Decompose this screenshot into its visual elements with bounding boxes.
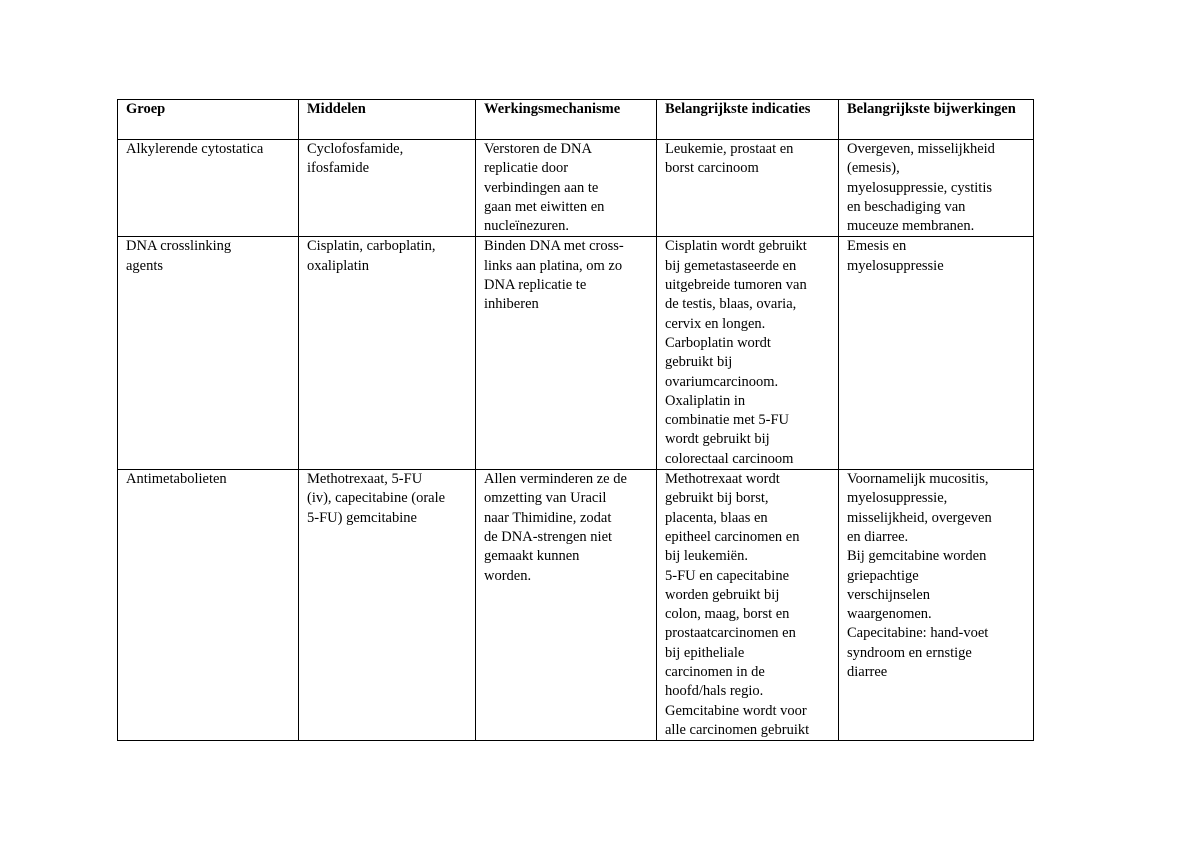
- header-indicaties: Belangrijkste indicaties: [657, 100, 839, 140]
- cytostatica-table: [117, 99, 1034, 741]
- table-row: [118, 470, 1034, 741]
- cell-middelen: Cyclofosfamide, ifosfamide: [299, 140, 476, 237]
- cell-werkingsmechanisme: Verstoren de DNA replicatie door verbindingen aan te gaan met eiwitten en nucleïnezuren.: [476, 140, 657, 237]
- cell-groep: Alkylerende cytostatica: [118, 140, 299, 237]
- cell-groep: DNA crosslinking agents: [118, 237, 299, 470]
- table-row: [118, 140, 1034, 237]
- cell-indicaties: Leukemie, prostaat en borst carcinoom: [657, 140, 839, 237]
- cell-middelen: Cisplatin, carboplatin, oxaliplatin: [299, 237, 476, 470]
- cell-werkingsmechanisme: Binden DNA met cross- links aan platina, om zo DNA replicatie te inhiberen: [476, 237, 657, 470]
- cell-bijwerkingen: Overgeven, misselijkheid (emesis), myelosuppressie, cystitis en beschadiging van muceuze membranen.: [839, 140, 1034, 237]
- cell-groep: Antimetabolieten: [118, 470, 299, 741]
- header-middelen: Middelen: [299, 100, 476, 140]
- header-werkingsmechanisme: Werkingsmechanisme: [476, 100, 657, 140]
- table-row: [118, 237, 1034, 470]
- cell-bijwerkingen: Voornamelijk mucositis, myelosuppressie, misselijkheid, overgeven en diarree. Bij gemcitabine worden griepachtige verschijnselen waargenomen. Capecitabine: hand-voet syndroom en ernstige diarree: [839, 470, 1034, 741]
- cell-bijwerkingen: Emesis en myelosuppressie: [839, 237, 1034, 470]
- header-groep: Groep: [118, 100, 299, 140]
- header-bijwerkingen: Belangrijkste bijwerkingen: [839, 100, 1034, 140]
- cell-indicaties: Cisplatin wordt gebruikt bij gemetastaseerde en uitgebreide tumoren van de testis, blaas, ovaria, cervix en longen. Carboplatin wordt gebruikt bij ovariumcarcinoom. Oxaliplatin in combinatie met 5-FU wordt gebruikt bij colorectaal carcinoom: [657, 237, 839, 470]
- cell-werkingsmechanisme: Allen verminderen ze de omzetting van Uracil naar Thimidine, zodat de DNA-strengen niet gemaakt kunnen worden.: [476, 470, 657, 741]
- table-header-row: [118, 100, 1034, 140]
- cell-indicaties: Methotrexaat wordt gebruikt bij borst, placenta, blaas en epitheel carcinomen en bij leukemiën. 5-FU en capecitabine worden gebruikt bij colon, maag, borst en prostaatcarcinomen en bij epitheliale carcinomen in de hoofd/hals regio. Gemcitabine wordt voor alle carcinomen gebruikt: [657, 470, 839, 741]
- cell-middelen: Methotrexaat, 5-FU (iv), capecitabine (orale 5-FU) gemcitabine: [299, 470, 476, 741]
